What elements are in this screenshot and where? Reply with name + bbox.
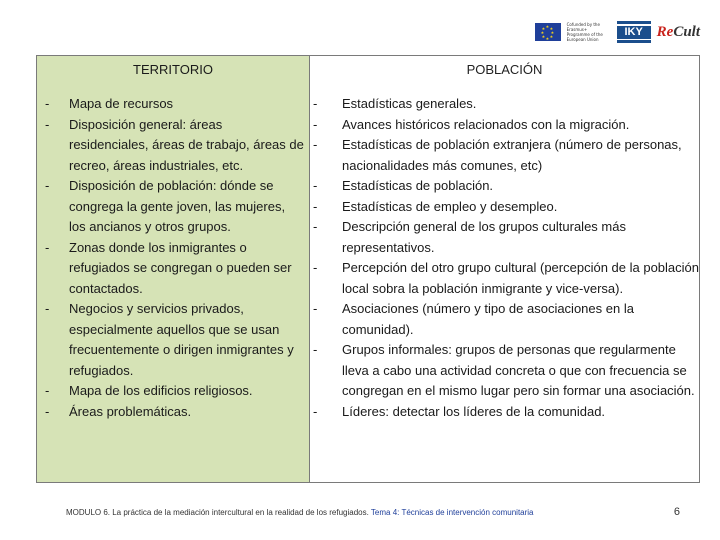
list-item-text: Mapa de recursos bbox=[69, 96, 174, 111]
recult-logo: ReCult bbox=[656, 23, 700, 40]
iky-label: IKY bbox=[617, 26, 651, 39]
bullet-dash: - bbox=[313, 219, 318, 234]
list-item-text: Mapa de los edificios religiosos. bbox=[69, 383, 253, 398]
bullet-dash: - bbox=[313, 301, 318, 316]
list-item-text: Disposición general: áreas residenciales, áreas de trabajo, áreas de recreo, áreas industriales, etc. bbox=[69, 116, 304, 173]
list-item bbox=[310, 340, 700, 402]
bullet-dash: - bbox=[45, 178, 50, 193]
territorio-column bbox=[37, 56, 310, 482]
bullet-dash: - bbox=[45, 239, 50, 255]
list-item-text: Zonas donde los inmigrantes o refugiados se congregan o pueden ser contactados. bbox=[69, 239, 292, 296]
list-item-text: Líderes: detectar los líderes de la comunidad. bbox=[342, 403, 606, 419]
content-table bbox=[36, 55, 700, 483]
bullet-dash: - bbox=[313, 403, 318, 419]
list-item bbox=[37, 176, 305, 238]
bullet-dash: - bbox=[313, 342, 318, 357]
bullet-dash: - bbox=[313, 198, 318, 214]
bullet-dash: - bbox=[45, 116, 50, 132]
poblacion-list bbox=[310, 94, 700, 422]
list-item bbox=[310, 197, 700, 218]
list-item bbox=[310, 258, 700, 299]
bullet-dash: - bbox=[313, 178, 318, 193]
list-item-text: Asociaciones (número y tipo de asociaciones en la comunidad). bbox=[342, 301, 634, 337]
list-item-text: Áreas problemáticas. bbox=[69, 403, 192, 419]
list-item-text: Negocios y servicios privados, especialmente aquellos que se usan frecuentemente o dirigen inmigrantes y refugiados. bbox=[69, 301, 294, 378]
list-item-text: Estadísticas generales. bbox=[342, 96, 477, 111]
footer-module-text: MODULO 6. La práctica de la mediación intercultural en la realidad de los refugiados. bbox=[66, 508, 371, 517]
iky-logo bbox=[617, 21, 651, 43]
list-item bbox=[37, 115, 305, 177]
list-item bbox=[310, 94, 700, 115]
list-item bbox=[37, 381, 305, 402]
bullet-dash: - bbox=[313, 116, 318, 132]
list-item-text: Percepción del otro grupo cultural (percepción de la población local sobra la población inmigrante y vice-versa). bbox=[342, 260, 699, 296]
list-item bbox=[310, 299, 700, 340]
bullet-dash: - bbox=[45, 403, 50, 419]
footer-text bbox=[66, 508, 534, 517]
bullet-dash: - bbox=[45, 96, 50, 111]
poblacion-column bbox=[310, 56, 699, 482]
list-item-text: Descripción general de los grupos culturales más representativos. bbox=[342, 219, 626, 255]
eu-logo-text: Cofunded by the Erasmus+ Programme of the European Union bbox=[566, 22, 603, 42]
bullet-dash: - bbox=[313, 96, 318, 111]
list-item bbox=[310, 115, 700, 136]
page-number: 6 bbox=[673, 506, 680, 518]
list-item bbox=[37, 94, 305, 115]
territorio-heading: TERRITORIO bbox=[133, 62, 213, 77]
list-item bbox=[310, 217, 700, 258]
list-item bbox=[37, 299, 305, 381]
header-logos bbox=[535, 18, 700, 46]
poblacion-heading: POBLACIÓN bbox=[466, 62, 543, 77]
list-item-text: Estadísticas de población. bbox=[342, 178, 494, 193]
footer-topic-text: Tema 4: Técnicas de intervención comunitaria bbox=[370, 508, 534, 517]
list-item bbox=[310, 402, 700, 423]
list-item-text: Avances históricos relacionados con la migración. bbox=[342, 116, 630, 132]
recult-logo-wordmark: Cult bbox=[673, 23, 700, 40]
territorio-list bbox=[37, 94, 305, 422]
bullet-dash: - bbox=[313, 260, 318, 275]
bullet-dash: - bbox=[45, 301, 50, 316]
eu-flag-icon: ★ ★ ★ ★ ★ ★ ★ ★ bbox=[535, 23, 561, 41]
list-item-text: Estadísticas de población extranjera (número de personas, nacionalidades más comunes, etc) bbox=[342, 137, 682, 173]
list-item bbox=[310, 176, 700, 197]
list-item-text: Disposición de población: dónde se congrega la gente joven, las mujeres, los ancianos y otros grupos. bbox=[69, 178, 286, 234]
bullet-dash: - bbox=[45, 383, 50, 398]
list-item bbox=[37, 238, 305, 300]
list-item-text: Estadísticas de empleo y desempleo. bbox=[342, 198, 558, 214]
list-item bbox=[310, 135, 700, 176]
list-item bbox=[37, 402, 305, 423]
list-item-text: Grupos informales: grupos de personas que regularmente lleva a cabo una actividad concreta o que con frecuencia se congregan en el mismo lugar pero sin formar una asociación. bbox=[342, 342, 695, 398]
bullet-dash: - bbox=[313, 137, 318, 152]
